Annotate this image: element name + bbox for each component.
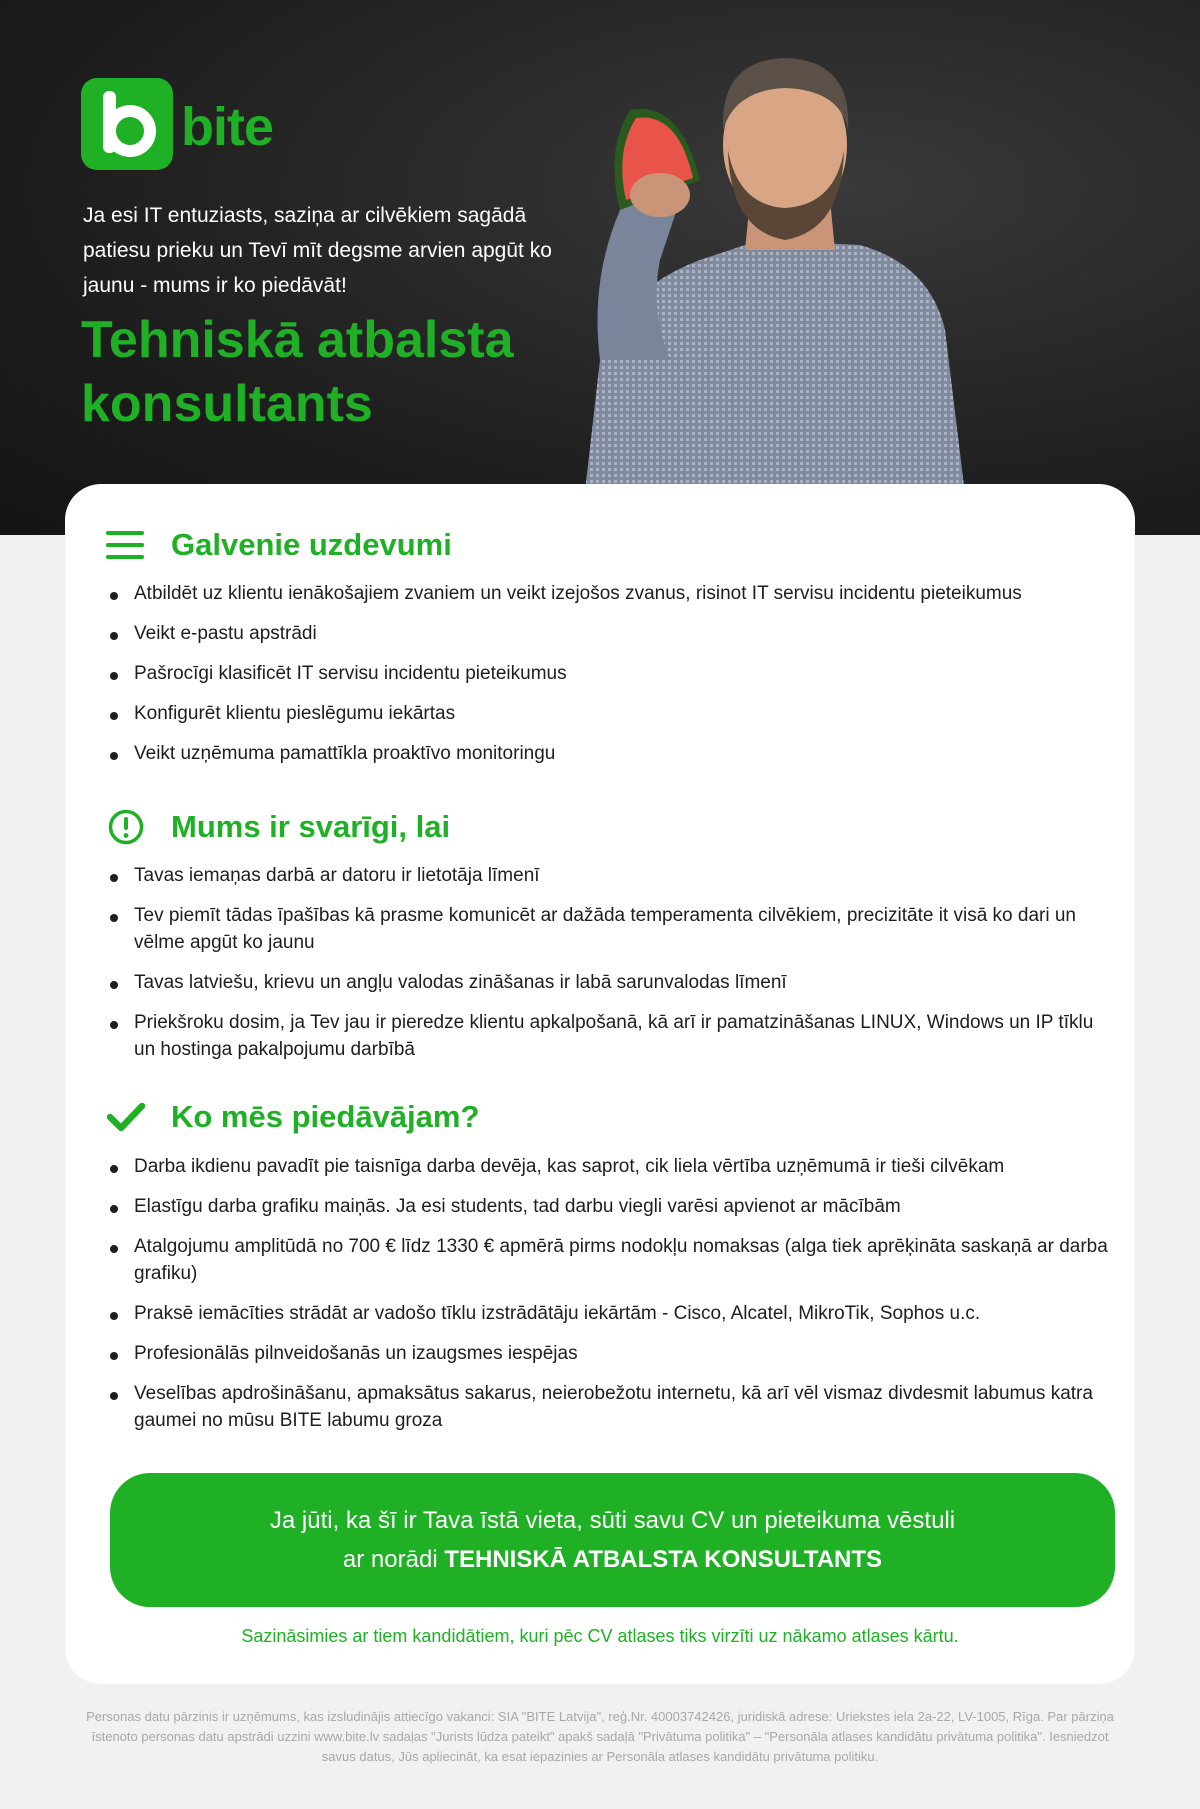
list-item: Tavas iemaņas darbā ar datoru ir lietotāja līmenī [110,862,1110,889]
cta-line-1: Ja jūti, ka šī ir Tava īstā vieta, sūti savu CV un pieteikuma vēstuli [269,1507,956,1534]
application-banner [110,1473,1115,1607]
list-item: Elastīgu darba grafiku maiņās. Ja esi students, tad darbu viegli varēsi apvienot ar mācībām [110,1193,1110,1220]
tasks-heading: Galvenie uzdevumi [171,527,452,562]
list-item: Atalgojumu amplitūdā no 700 € līdz 1330 € apmērā pirms nodokļu nomaksas (alga tiek aprēķināta saskaņā ar darba grafiku) [110,1233,1110,1287]
bullet-icon [110,874,118,882]
list-item: Veselības apdrošināšanu, apmaksātus sakarus, neierobežotu internetu, kā arī vēl vismaz divdesmit labumus katra gaumei no mūsu BITE labumu groza [110,1380,1110,1434]
selection-note: Sazināsimies ar tiem kandidātiem, kuri pēc CV atlases tiks virzīti uz nākamo atlases kārtu. [241,1626,959,1646]
list-item: Atbildēt uz klientu ienākošajiem zvaniem un veikt izejošos zvanus, risinot IT servisu incidentu pieteikumus [110,580,1110,607]
requirements-list [110,862,1110,1076]
offer-section-header [105,1096,479,1138]
bullet-icon [110,672,118,680]
bullet-icon [110,1312,118,1320]
intro-text: Ja esi IT entuziasts, saziņa ar cilvēkiem sagādā patiesu prieku un Tevī mīt degsme arvien apgūt ko jaunu - mums ir ko piedāvāt! [83,204,552,297]
exclamation-circle-icon [105,806,147,848]
bullet-icon [110,632,118,640]
list-item: Priekšroku dosim, ja Tev jau ir pieredze klientu apkalpošanā, kā arī ir pamatzināšanas LINUX, Windows un IP tīklu un hostinga pakalpojumu darbībā [110,1009,1110,1063]
position-name: TEHNISKĀ ATBALSTA KONSULTANTS [444,1546,883,1573]
bullet-icon [110,1205,118,1213]
bullet-icon [110,1165,118,1173]
bullet-icon [110,592,118,600]
list-item: Tev piemīt tādas īpašības kā prasme komunicēt ar dažāda temperamenta cilvēkiem, precizitāte it visā ko dari un vēlme apgūt ko jaunu [110,902,1110,956]
content-card [65,484,1135,1684]
bullet-icon [110,1021,118,1029]
bite-logo [81,78,273,170]
offer-heading: Ko mēs piedāvājam? [171,1099,480,1134]
requirements-heading: Mums ir svarīgi, lai [171,809,451,844]
list-item: Tavas latviešu, krievu un angļu valodas zināšanas ir labā sarunvalodas līmenī [110,969,1110,996]
tasks-list [110,580,1110,780]
bullet-icon [110,1392,118,1400]
hero-banner [0,0,1200,535]
brand-name: bite [181,97,274,157]
bullet-icon [110,914,118,922]
list-item: Profesionālās pilnveidošanās un izaugsmes iespējas [110,1340,1110,1367]
list-item: Darba ikdienu pavadīt pie taisnīga darba devēja, kas saprot, cik liela vērtība uzņēmumā ir tieši cilvēkam [110,1153,1110,1180]
bullet-icon [110,712,118,720]
offer-list [110,1153,1110,1447]
bullet-icon [110,1245,118,1253]
bullet-icon [110,752,118,760]
list-item: Pašrocīgi klasificēt IT servisu incidentu pieteikumus [110,660,1110,687]
list-item: Praksē iemācīties strādāt ar vadošo tīklu izstrādātāju iekārtām - Cisco, Alcatel, MikroTik, Sophos u.c. [110,1300,1110,1327]
job-title: Tehniskā atbalsta konsultants [81,311,514,433]
list-item: Veikt uzņēmuma pamattīkla proaktīvo monitoringu [110,740,1110,767]
requirements-section-header [105,806,450,848]
tasks-section-header [105,524,452,566]
checkmark-icon [105,1096,147,1138]
menu-icon [105,524,147,566]
person-photo [560,30,980,535]
bite-logo-mark [81,78,173,170]
list-item: Veikt e-pastu apstrādi [110,620,1110,647]
letter-b-icon [97,91,157,157]
bullet-icon [110,981,118,989]
privacy-disclaimer: Personas datu pārzinis ir uzņēmums, kas izsludinājis attiecīgo vakanci: SIA "BITE Latvija", reģ.Nr. 40003742426, juridiskā adrese: Uriekstes iela 2a-22, LV-1005, Rīga. Par pārziņa īstenoto personas datu apstrādi uzzini www.bite.lv sadaļas "Jurists lūdza pateikt" apakš sadaļā "Privātuma politika" – "Personāla atlases kandidātu privātuma politika". Iesniedzot savus datus, Jūs apliecināt, ka esat iepazinies ar Personāla atlases kandidātu privātuma politiku. [86,1709,1114,1764]
cta-line-2: ar norādi TEHNISKĀ ATBALSTA KONSULTANTS [342,1546,883,1573]
bullet-icon [110,1352,118,1360]
list-item: Konfigurēt klientu pieslēgumu iekārtas [110,700,1110,727]
